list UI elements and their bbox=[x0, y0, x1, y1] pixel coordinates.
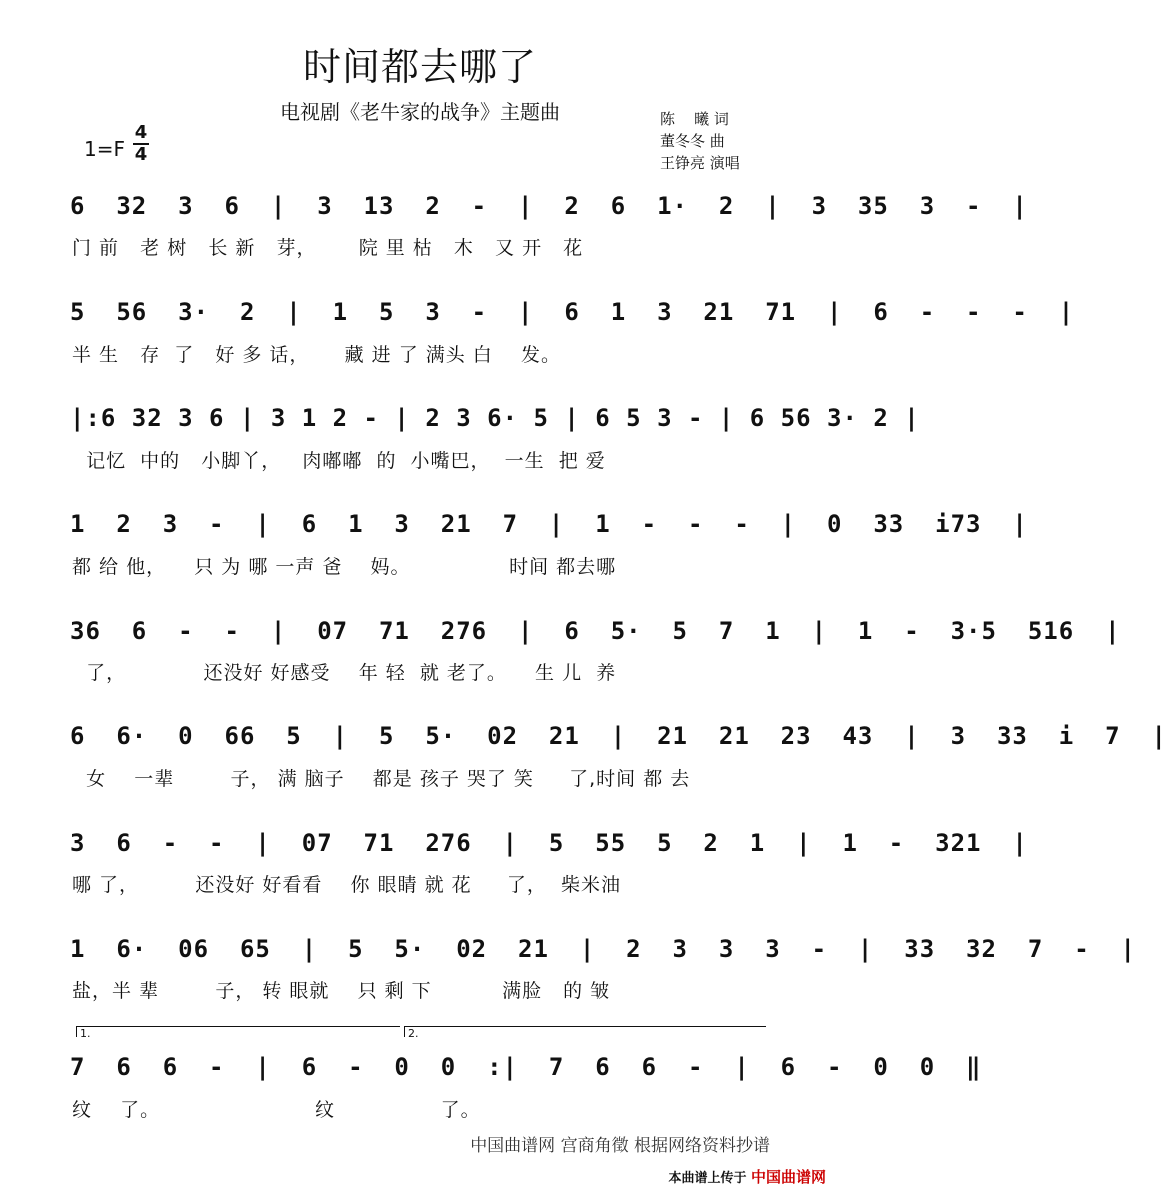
lyrics-line-9: 纹 了。 纹 了。 bbox=[72, 1099, 481, 1121]
lyrics-line-5: 了， 还没好 好感受 年 轻 就 老了。 生 儿 养 bbox=[72, 662, 617, 684]
notes-line-4: 1 2 3 - | 6 1 3 21 7 | 1 - - - | 0 33 i73 | bbox=[70, 510, 1028, 538]
notes-line-3: |:6 32 3 6 | 3 1 2 - | 2 3 6· 5 | 6 5 3 - | 6 56 3· 2 | bbox=[70, 404, 920, 432]
lyrics-line-7: 哪 了， 还没好 好看看 你 眼睛 就 花 了， 柴米油 bbox=[72, 874, 621, 896]
lyrics-line-2: 半 生 存 了 好 多 话， 藏 进 了 满头 白 发。 bbox=[72, 344, 561, 366]
volta-second: 2. bbox=[404, 1026, 766, 1037]
notes-line-7: 3 6 - - | 07 71 276 | 5 55 5 2 1 | 1 - 321 | bbox=[70, 829, 1028, 857]
lyricist-credit: 陈 曦 词 bbox=[660, 110, 729, 128]
lyrics-line-1: 门 前 老 树 长 新 芽， 院 里 枯 木 又 开 花 bbox=[72, 237, 584, 259]
time-signature bbox=[133, 124, 149, 164]
notes-line-2: 5 56 3· 2 | 1 5 3 - | 6 1 3 21 71 | 6 - - - | bbox=[70, 298, 1075, 326]
lyrics-line-6: 女 一辈 子， 满 脑子 都是 孩子 哭了 笑 了,时间 都 去 bbox=[72, 768, 691, 790]
composer-credit: 董冬冬 曲 bbox=[660, 132, 725, 150]
source-note: 中国曲谱网 宫商角徵 根据网络资料抄谱 bbox=[470, 1136, 770, 1156]
page-title: 时间都去哪了 bbox=[302, 45, 537, 89]
notes-line-5: 36 6 - - | 07 71 276 | 6 5· 5 7 1 | 1 - 3·5 516 | bbox=[70, 617, 1121, 645]
singer-credit: 王铮亮 演唱 bbox=[660, 154, 740, 172]
credits bbox=[660, 108, 740, 174]
lyrics-line-8: 盐，半 辈 子， 转 眼就 只 剩 下 满脸 的 皱 bbox=[72, 980, 611, 1002]
subtitle: 电视剧《老牛家的战争》主题曲 bbox=[280, 100, 560, 124]
notes-line-8: 1 6· 06 65 | 5 5· 02 21 | 2 3 3 3 - | 33 32 7 - | bbox=[70, 935, 1136, 963]
notes-line-1: 6 32 3 6 | 3 13 2 - | 2 6 1· 2 | 3 35 3 - | bbox=[70, 192, 1028, 220]
lyrics-line-3: 记忆 中的 小脚丫， 肉嘟嘟 的 小嘴巴， 一生 把 爱 bbox=[72, 450, 606, 472]
site-logo[interactable]: 中国曲谱网 bbox=[750, 1168, 826, 1186]
upload-note bbox=[668, 1166, 826, 1187]
notes-line-9: 7 6 6 - | 6 - 0 0 :| 7 6 6 - | 6 - 0 0 ‖ bbox=[70, 1053, 982, 1081]
time-signature-bottom: 4 bbox=[134, 144, 148, 165]
key-signature: 1=F bbox=[84, 137, 125, 161]
volta-first: 1. bbox=[76, 1026, 400, 1037]
notes-line-6: 6 6· 0 66 5 | 5 5· 02 21 | 21 21 23 43 | 3 33 i 7 | bbox=[70, 722, 1167, 750]
upload-text: 本曲谱上传于 bbox=[668, 1171, 747, 1186]
lyrics-line-4: 都 给 他， 只 为 哪 一声 爸 妈。 时间 都去哪 bbox=[72, 556, 617, 578]
time-signature-top: 4 bbox=[134, 122, 148, 143]
